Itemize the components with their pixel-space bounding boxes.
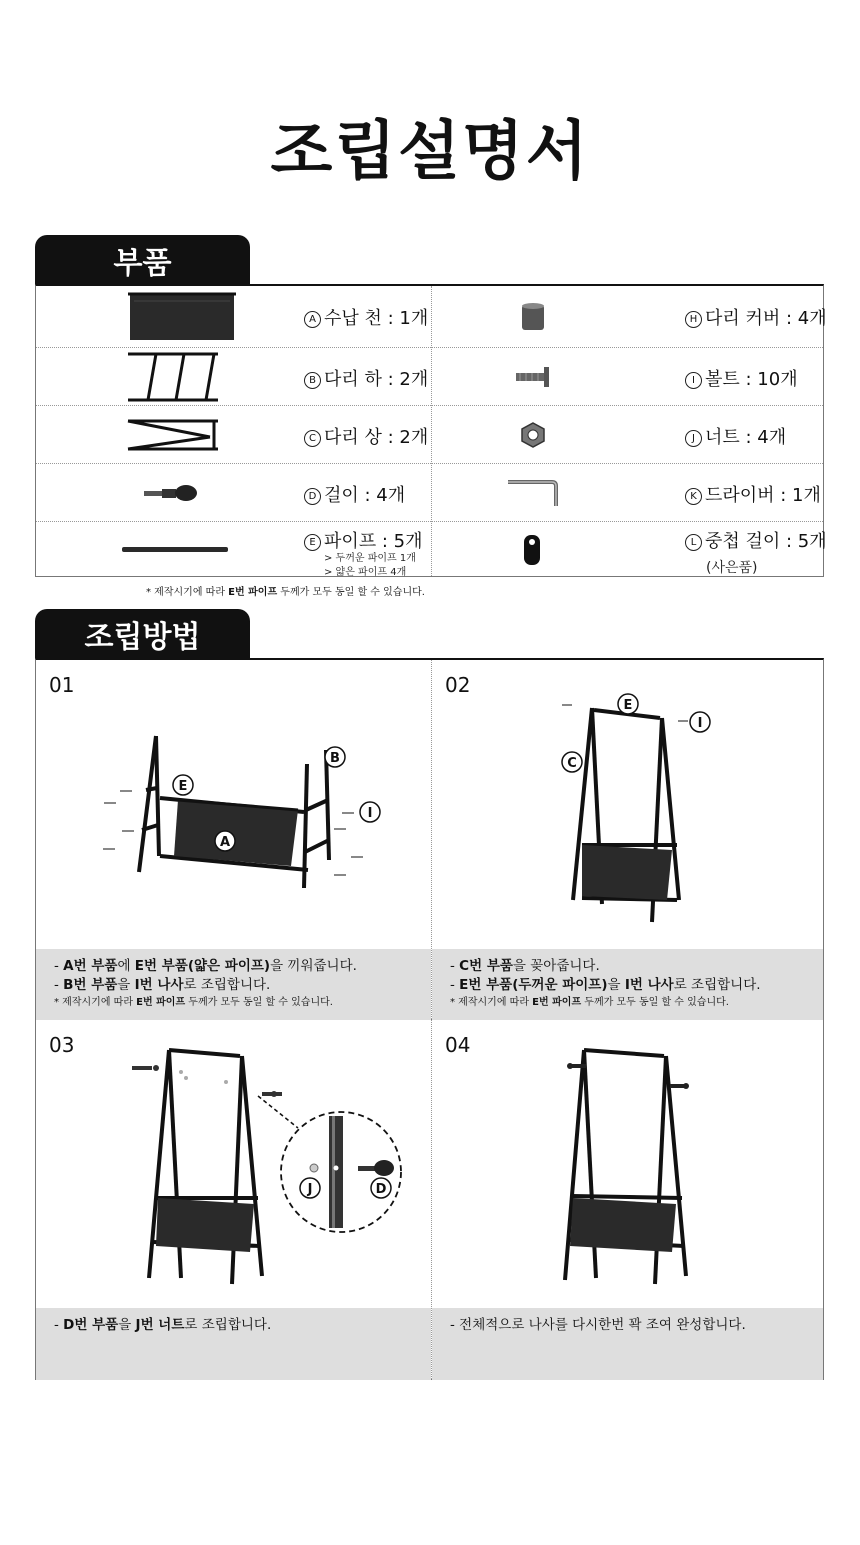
caption-line bbox=[54, 1316, 431, 1335]
parts-row bbox=[36, 405, 823, 464]
bolt-icon bbox=[514, 365, 554, 389]
caption-note bbox=[54, 995, 431, 1010]
caption-bold: E번 파이프 bbox=[136, 997, 186, 1008]
caption-text: 로 조립합니다. bbox=[183, 977, 271, 993]
caption-text: 을 꽂아줍니다. bbox=[512, 958, 600, 974]
caption-line bbox=[54, 976, 431, 995]
parts-row bbox=[36, 347, 823, 406]
caption-line: - 전체적으로 나사를 다시한번 꽉 조여 완성합니다. bbox=[450, 1317, 746, 1333]
footnote-text: * 제작시기에 따라 bbox=[146, 587, 229, 598]
caption-line bbox=[450, 957, 823, 976]
part-letter-badge: H bbox=[685, 311, 702, 328]
caption-text: 에 bbox=[117, 958, 135, 974]
part-name: 다리 상 : 2개 bbox=[324, 427, 429, 448]
caption-text: 을 bbox=[117, 977, 135, 993]
step-03 bbox=[36, 1020, 431, 1380]
part-l bbox=[432, 522, 827, 578]
caption-text: 두께가 모두 동일 할 수 있습니다. bbox=[185, 997, 333, 1008]
part-letter-badge: C bbox=[304, 430, 321, 447]
step-02 bbox=[432, 660, 823, 1020]
part-letter-badge: D bbox=[304, 488, 321, 505]
part-name: 너트 : 4개 bbox=[705, 427, 787, 448]
step-04 bbox=[432, 1020, 823, 1380]
part-letter-badge: I bbox=[685, 372, 702, 389]
callout-label: D bbox=[375, 1182, 387, 1197]
step-number: 01 bbox=[49, 673, 75, 697]
caption-bold: E번 부품(두꺼운 파이프) bbox=[459, 977, 608, 993]
callout-label: C bbox=[567, 756, 577, 771]
caption-text: 을 bbox=[607, 977, 625, 993]
step-01 bbox=[36, 660, 431, 1020]
part-name: 수납 천 : 1개 bbox=[324, 308, 429, 329]
part-name: 다리 커버 : 4개 bbox=[705, 308, 827, 329]
assembly-steps-grid bbox=[35, 658, 824, 1380]
parts-footnote bbox=[146, 583, 425, 598]
footnote-text: 두께가 모두 동일 할 수 있습니다. bbox=[277, 587, 425, 598]
step-03-illustration bbox=[36, 1020, 431, 1310]
fabric-basket-icon bbox=[128, 291, 236, 343]
callout-label: J bbox=[307, 1182, 313, 1197]
part-letter-badge: L bbox=[685, 534, 702, 551]
caption-bold: E번 부품(얇은 파이프) bbox=[134, 958, 271, 974]
part-letter-badge: B bbox=[304, 372, 321, 389]
parts-row bbox=[36, 463, 823, 522]
callout-label: A bbox=[219, 835, 231, 850]
part-d bbox=[36, 464, 431, 522]
part-name: 걸이 : 4개 bbox=[324, 485, 406, 506]
caption-text: - bbox=[450, 977, 460, 993]
caption-bold: A번 부품 bbox=[63, 958, 118, 974]
part-letter-badge: J bbox=[685, 430, 702, 447]
part-name: 파이프 : 5개 bbox=[324, 531, 423, 552]
pipe-thin-note: > 얇은 파이프 4개 bbox=[324, 567, 407, 578]
hook-icon bbox=[142, 483, 200, 503]
pipe-icon bbox=[122, 546, 228, 554]
part-i bbox=[432, 348, 823, 406]
step-number: 02 bbox=[445, 673, 471, 697]
leg-cap-icon bbox=[520, 302, 546, 332]
callout-label: I bbox=[697, 716, 703, 731]
part-name: 다리 하 : 2개 bbox=[324, 369, 429, 390]
caption-bold: E번 파이프 bbox=[532, 997, 582, 1008]
lower-leg-frame-icon bbox=[126, 350, 222, 404]
caption-bold: I번 나사 bbox=[624, 977, 674, 993]
caption-bold: J번 너트 bbox=[135, 1317, 185, 1333]
nut-icon bbox=[520, 422, 546, 448]
caption-text: - bbox=[54, 977, 64, 993]
parts-table bbox=[35, 284, 827, 578]
part-name: 중첩 걸이 : 5개 bbox=[705, 531, 827, 552]
parts-section-tab: 부품 bbox=[35, 235, 250, 285]
caption-text: 을 끼워줍니다. bbox=[270, 958, 357, 974]
step-02-illustration bbox=[432, 660, 823, 950]
stacking-hanger-icon bbox=[522, 533, 542, 567]
part-letter-badge: A bbox=[304, 311, 321, 328]
step-caption bbox=[36, 1308, 431, 1380]
caption-text: * 제작시기에 따라 bbox=[54, 997, 137, 1008]
caption-text: 두께가 모두 동일 할 수 있습니다. bbox=[581, 997, 729, 1008]
step-number: 04 bbox=[445, 1033, 471, 1057]
caption-text: * 제작시기에 따라 bbox=[450, 997, 533, 1008]
caption-note bbox=[450, 995, 823, 1010]
part-k bbox=[432, 464, 823, 522]
step-caption bbox=[432, 949, 823, 1020]
caption-text: - bbox=[54, 1317, 64, 1333]
upper-leg-frame-icon bbox=[126, 417, 222, 453]
step-caption bbox=[36, 949, 431, 1020]
callout-label: B bbox=[330, 751, 340, 766]
caption-bold: C번 부품 bbox=[459, 958, 513, 974]
part-letter-badge: K bbox=[685, 488, 702, 505]
assembly-section-tab: 조립방법 bbox=[35, 609, 250, 659]
step-01-illustration bbox=[36, 660, 431, 950]
callout-label: I bbox=[367, 806, 373, 821]
parts-row bbox=[36, 286, 827, 347]
caption-text: 로 조립합니다. bbox=[184, 1317, 272, 1333]
caption-line bbox=[450, 976, 823, 995]
pipe-thick-note: > 두꺼운 파이프 1개 bbox=[324, 553, 416, 564]
caption-text: - bbox=[450, 958, 460, 974]
caption-bold: B번 부품 bbox=[63, 977, 118, 993]
page-title: 조립설명서 bbox=[270, 115, 590, 189]
part-c bbox=[36, 406, 431, 464]
hex-key-icon bbox=[506, 478, 562, 508]
part-letter-badge: E bbox=[304, 534, 321, 551]
part-e bbox=[36, 522, 431, 578]
step-04-illustration bbox=[432, 1020, 823, 1310]
part-b bbox=[36, 348, 431, 406]
part-a bbox=[36, 286, 431, 347]
caption-text: - bbox=[54, 958, 64, 974]
part-name: 드라이버 : 1개 bbox=[705, 485, 821, 506]
callout-label: E bbox=[623, 698, 633, 713]
step-number: 03 bbox=[49, 1033, 75, 1057]
caption-bold: D번 부품 bbox=[63, 1317, 119, 1333]
part-name: 볼트 : 10개 bbox=[705, 369, 798, 390]
caption-text: 을 bbox=[118, 1317, 136, 1333]
step-caption bbox=[432, 1308, 823, 1380]
caption-line bbox=[54, 957, 431, 976]
callout-label: E bbox=[178, 779, 188, 794]
footnote-bold: E번 파이프 bbox=[228, 587, 278, 598]
caption-bold: I번 나사 bbox=[134, 977, 184, 993]
parts-row bbox=[36, 521, 827, 578]
gift-note: (사은품) bbox=[706, 560, 758, 576]
part-h bbox=[432, 286, 827, 347]
part-j bbox=[432, 406, 823, 464]
caption-text: 로 조립합니다. bbox=[673, 977, 761, 993]
